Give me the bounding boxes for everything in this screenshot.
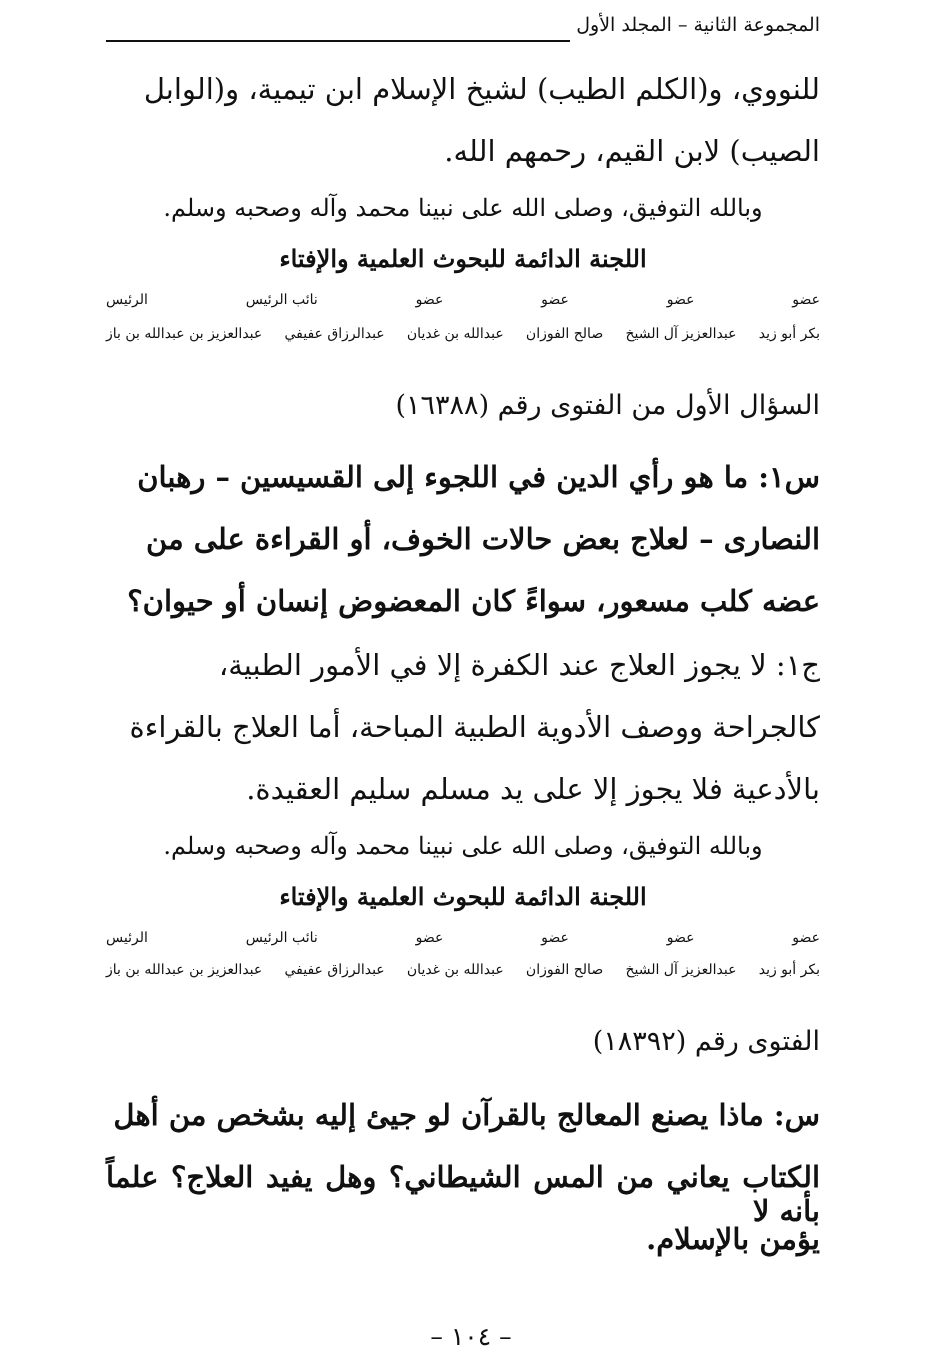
signatory-name: عبدالرزاق عفيفي	[284, 326, 385, 342]
signatory-name: عبدالله بن غديان	[406, 962, 504, 978]
page-number: – ١٠٤ –	[430, 1322, 512, 1351]
signatory-roles	[106, 292, 820, 308]
signatory-role: عضو	[541, 930, 569, 946]
signatory-roles	[106, 930, 820, 946]
signatory-name: عبدالله بن غديان	[406, 326, 504, 342]
signatory-name: عبدالرزاق عفيفي	[284, 962, 385, 978]
running-head: المجموعة الثانية – المجلد الأول	[576, 14, 820, 36]
committee-name: اللجنة الدائمة للبحوث العلمية والإفتاء	[279, 244, 647, 273]
signatory-role: الرئيس	[106, 930, 148, 946]
signatory-role: عضو	[415, 930, 444, 946]
question-line-2: الكتاب يعاني من المس الشيطاني؟ وهل يفيد العلاج؟ علماً بأنه لا	[106, 1160, 820, 1228]
fatwa-heading: الفتوى رقم (١٨٣٩٢)	[592, 1026, 820, 1057]
answer-line-3: بالأدعية فلا يجوز إلا على يد مسلم سليم العقيدة.	[246, 772, 820, 806]
signatory-role: عضو	[415, 292, 444, 308]
fatwa-heading: السؤال الأول من الفتوى رقم (١٦٣٨٨)	[395, 390, 820, 421]
closing-line: وبالله التوفيق، وصلى الله على نبينا محمد وآله وصحبه وسلم.	[163, 194, 763, 222]
answer-line-1: ج١: لا يجوز العلاج عند الكفرة إلا في الأمور الطبية،	[218, 648, 820, 682]
signatory-name: صالح الفوزان	[525, 962, 604, 978]
signatory-role: عضو	[792, 292, 820, 308]
signatory-role: نائب الرئيس	[245, 292, 318, 308]
signatory-role: عضو	[792, 930, 820, 946]
intro-line-1: للنووي، و(الكلم الطيب) لشيخ الإسلام ابن تيمية، و(الوابل	[143, 72, 820, 106]
signatory-name: صالح الفوزان	[525, 326, 604, 342]
signatory-role: الرئيس	[106, 292, 148, 308]
signatory-name: بكر أبو زيد	[758, 962, 820, 978]
question-line-3: يؤمن بالإسلام.	[646, 1222, 820, 1256]
question-line-1: س: ماذا يصنع المعالج بالقرآن لو جيئ إليه بشخص من أهل	[113, 1098, 820, 1132]
committee-name: اللجنة الدائمة للبحوث العلمية والإفتاء	[279, 882, 647, 911]
signatory-role: نائب الرئيس	[245, 930, 318, 946]
question-line-1: س١: ما هو رأي الدين في اللجوء إلى القسيسين – رهبان	[137, 460, 820, 494]
question-line-3: عضه كلب مسعور، سواءً كان المعضوض إنسان أو حيوان؟	[127, 584, 820, 618]
signatory-name: عبدالعزيز آل الشيخ	[625, 962, 737, 978]
intro-line-2: الصيب) لابن القيم، رحمهم الله.	[444, 134, 820, 168]
signatory-role: عضو	[666, 930, 695, 946]
closing-line: وبالله التوفيق، وصلى الله على نبينا محمد وآله وصحبه وسلم.	[163, 832, 763, 860]
signatory-name: عبدالعزيز بن عبدالله بن باز	[106, 326, 263, 342]
signatory-names	[106, 326, 820, 342]
signatory-role: عضو	[541, 292, 569, 308]
signatory-role: عضو	[666, 292, 695, 308]
header-rule	[106, 40, 570, 42]
signatory-name: بكر أبو زيد	[758, 326, 820, 342]
signatory-name: عبدالعزيز بن عبدالله بن باز	[106, 962, 263, 978]
question-line-2: النصارى – لعلاج بعض حالات الخوف، أو القراءة على من	[146, 522, 820, 556]
signatory-name: عبدالعزيز آل الشيخ	[625, 326, 737, 342]
answer-line-2: كالجراحة ووصف الأدوية الطبية المباحة، أما العلاج بالقراءة	[129, 710, 820, 744]
signatory-names	[106, 962, 820, 978]
